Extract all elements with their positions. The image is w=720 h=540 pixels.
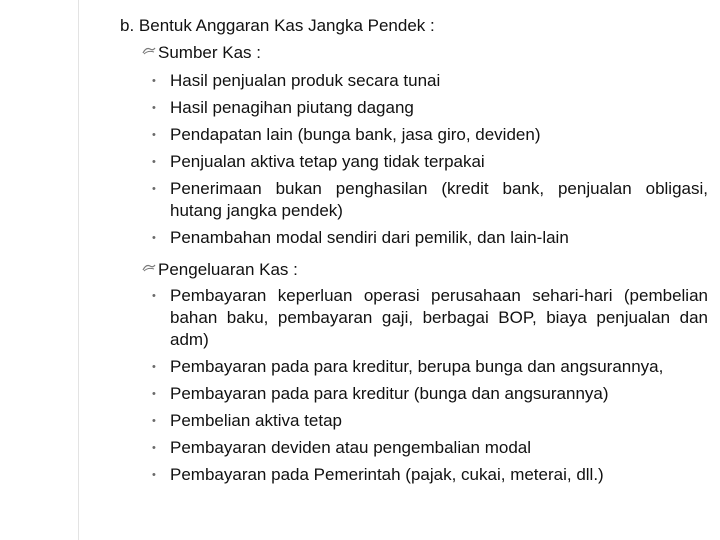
list-item: • Pembayaran pada para kreditur (bunga dan angsurannya)	[152, 384, 609, 403]
list-item: • Pembayaran keperluan operasi perusahaan sehari-hari (pembelian bahan baku, pembayaran gaji, berbagai BOP, biaya penjualan dan adm)	[152, 286, 708, 349]
sumber-kas-list	[152, 70, 708, 249]
list-item: • Penerimaan bukan penghasilan (kredit bank, penjualan obligasi, hutang jangka pendek)	[152, 179, 708, 220]
section-heading-label: Pengeluaran Kas :	[158, 260, 298, 279]
bullet-dot-icon: •	[152, 183, 156, 195]
scroll-icon	[142, 263, 156, 273]
pengeluaran-kas-list	[152, 285, 708, 486]
list-item: • Hasil penjualan produk secara tunai	[152, 71, 441, 90]
list-item: • Pembayaran pada para kreditur, berupa bunga dan angsurannya,	[152, 357, 664, 376]
list-item: • Pendapatan lain (bunga bank, jasa giro, deviden)	[152, 125, 541, 144]
list-item: • Pembelian aktiva tetap	[152, 411, 342, 430]
bullet-dot-icon: •	[152, 232, 156, 244]
bullet-dot-icon: •	[152, 442, 156, 454]
list-item: • Penambahan modal sendiri dari pemilik, dan lain-lain	[152, 228, 569, 247]
scroll-icon	[142, 46, 156, 56]
list-item: • Pembayaran deviden atau pengembalian modal	[152, 438, 532, 457]
bullet-dot-icon: •	[152, 361, 156, 373]
list-item: • Pembayaran pada Pemerintah (pajak, cukai, meterai, dll.)	[152, 465, 604, 484]
slide-title: b. Bentuk Anggaran Kas Jangka Pendek :	[120, 16, 435, 35]
bullet-dot-icon: •	[152, 156, 156, 168]
bullet-dot-icon: •	[152, 469, 156, 481]
bullet-dot-icon: •	[152, 290, 156, 302]
section-heading-pengeluaran-kas	[142, 259, 298, 281]
section-heading-sumber-kas	[142, 42, 261, 64]
list-item: • Hasil penagihan piutang dagang	[152, 98, 414, 117]
bullet-dot-icon: •	[152, 129, 156, 141]
bullet-dot-icon: •	[152, 75, 156, 87]
bullet-dot-icon: •	[152, 388, 156, 400]
section-heading-label: Sumber Kas :	[158, 43, 261, 62]
bullet-dot-icon: •	[152, 415, 156, 427]
bullet-dot-icon: •	[152, 102, 156, 114]
list-item: • Penjualan aktiva tetap yang tidak terpakai	[152, 152, 485, 171]
